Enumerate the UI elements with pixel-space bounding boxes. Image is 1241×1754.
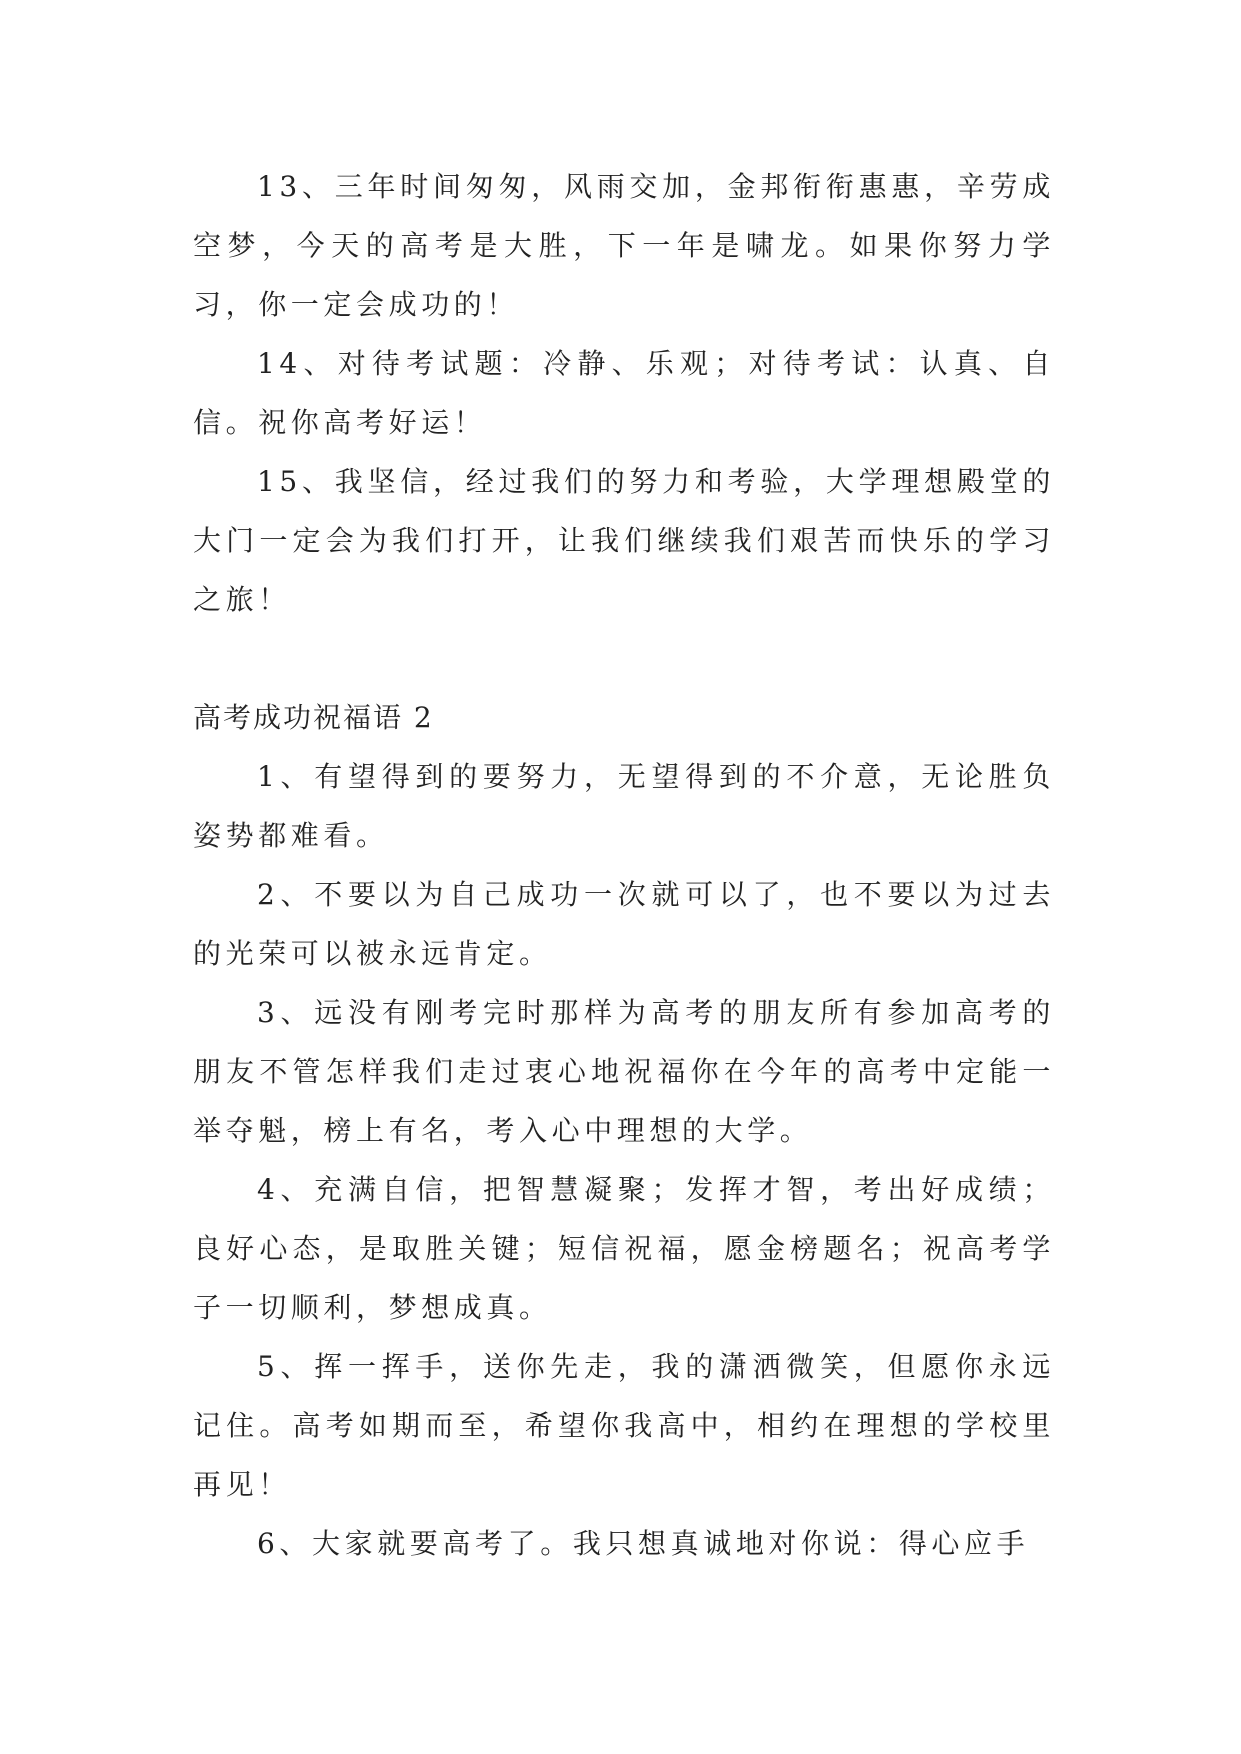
paragraph-2: 2、不要以为自己成功一次就可以了，也不要以为过去的光荣可以被永远肯定。 — [193, 878, 1055, 970]
document-body — [193, 157, 1055, 1573]
section-heading: 高考成功祝福语 2 — [193, 701, 434, 734]
paragraph-3: 3、远没有刚考完时那样为高考的朋友所有参加高考的朋友不管怎样我们走过衷心地祝福你在今年的高考中定能一举夺魁，榜上有名，考入心中理想的大学。 — [193, 996, 1055, 1147]
paragraph-13: 13、三年时间匆匆，风雨交加，金邦衔衔惠惠，辛劳成空梦，今天的高考是大胜，下一年是啸龙。如果你努力学习，你一定会成功的！ — [193, 170, 1055, 321]
paragraph-15: 15、我坚信，经过我们的努力和考验，大学理想殿堂的大门一定会为我们打开，让我们继续我们艰苦而快乐的学习之旅！ — [193, 465, 1055, 616]
paragraph-14: 14、对待考试题：冷静、乐观；对待考试：认真、自信。祝你高考好运！ — [193, 347, 1055, 439]
paragraph-6: 6、大家就要高考了。我只想真诚地对你说：得心应手 — [257, 1527, 1030, 1560]
section-gap — [193, 629, 1055, 688]
paragraph-5: 5、挥一挥手，送你先走，我的潇洒微笑，但愿你永远记住。高考如期而至，希望你我高中，相约在理想的学校里再见！ — [193, 1350, 1055, 1501]
paragraph-4: 4、充满自信，把智慧凝聚；发挥才智，考出好成绩；良好心态，是取胜关键；短信祝福，愿金榜题名；祝高考学子一切顺利，梦想成真。 — [193, 1173, 1055, 1324]
paragraph-1: 1、有望得到的要努力，无望得到的不介意，无论胜负姿势都难看。 — [193, 760, 1055, 852]
